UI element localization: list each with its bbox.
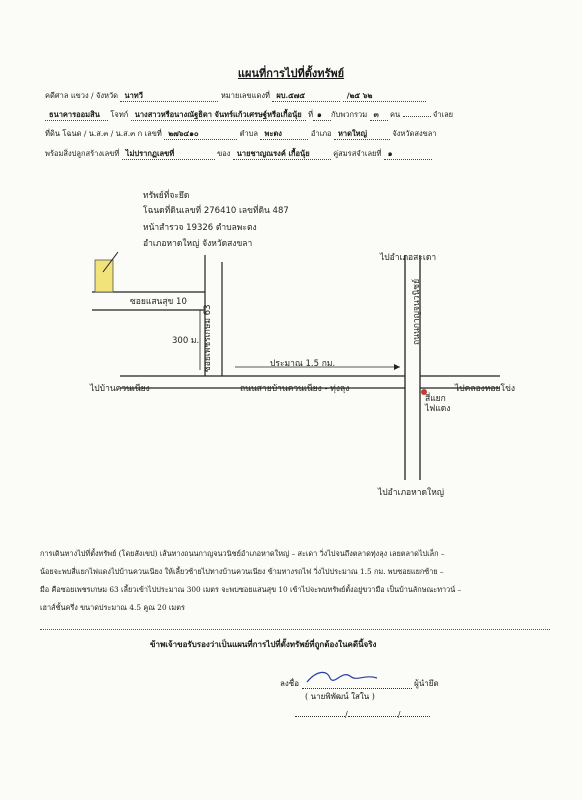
land-label: ที่ดิน โฉนด / น.ส.๓ / น.ส.๓ ก เลขที่ (45, 129, 162, 138)
location-map (0, 170, 582, 500)
map-note-4: อำเภอหาดใหญ่ จังหวัดสงขลา (143, 239, 253, 249)
map-left-destination: ไปบ้านควนเนียง (90, 384, 150, 394)
defendant-value: นางสาวหรือนางณัฐธิดา จันทร์แก้วเศรษฐ์หรือเกื้อนุ้ย (131, 110, 306, 121)
route-line-4: เฮาส์ชั้นครึ่ง ขนาดประมาณ 4.5 คูณ 20 เมตร (40, 603, 185, 612)
map-distance-300: 300 ม. (172, 336, 200, 346)
owner-label: ของ (217, 149, 231, 158)
court-label: คดีศาล แขวง / จังหวัด (45, 91, 119, 100)
map-main-road-label: ถนนสายบ้านควนเนียง - ทุ่งลุง (240, 384, 350, 394)
header-line-3 (45, 129, 437, 140)
district-label: อำเภอ (310, 129, 332, 138)
spouse-label: คู่สมรสจำเลยที่ (333, 149, 382, 158)
defendant-group: กับพวกรวม (331, 110, 368, 119)
header-line-4 (45, 149, 432, 160)
map-soi-63-label: ซอยเพชรเกษม 63 (203, 304, 213, 372)
building-label: พร้อมสิ่งปลูกสร้างเลขที่ (45, 149, 120, 158)
signature-line (280, 668, 439, 690)
case-value: ผบ.๕๗๕ (272, 91, 340, 102)
subdistrict-value: พะตง (260, 129, 308, 140)
building-value: ไม่ปรากฏเลขที่ (122, 149, 215, 160)
page-title: แผนที่การไปที่ตั้งทรัพย์ (237, 67, 345, 80)
spouse-no: ๑ (384, 149, 432, 160)
defendant-role: จำเลย (432, 110, 454, 119)
sign-role: ผู้นำยึด (414, 679, 439, 688)
sign-label: ลงชื่อ (280, 679, 300, 688)
map-distance-1-5km: ประมาณ 1.5 กม. (270, 359, 336, 369)
header-line-1 (45, 91, 426, 102)
map-bottom-destination: ไปอำเภอหาดใหญ่ (378, 488, 445, 498)
property-marker (95, 260, 113, 292)
plaintiff-label: โจทก์ (110, 110, 129, 119)
defendant-count: ๓ (370, 110, 388, 121)
map-soi-10-label: ซอยแสนสุข 10 (130, 297, 187, 307)
route-line-2: น้อยจะพบสี่แยกไฟแดงไปบ้านควนเนียง ให้เลี้ยวซ้ายไปทางบ้านควนเนียง ข้ามทางรถไฟ วิ่งไปประมาณ 1.5 กม. พบซอยแยกซ้าย – (40, 567, 444, 576)
route-line-1: การเดินทางไปที่ตั้งทรัพย์ (โดยสังเขป) เส้นทางถนนกาญจนวนิชย์อำเภอหาดใหญ่ – สะเดา วิ่งไปจนถึงตลาดทุ่งลุง เลยตลาดไปเล็ก – (40, 549, 445, 558)
date-line: / / (295, 710, 430, 719)
defendant-no: ๑ (313, 110, 331, 121)
route-line-3: มือ คือซอยเพชรเกษม 63 เลี้ยวเข้าไปประมาณ 300 เมตร จะพบซอยแสนสุข 10 เข้าไปจะพบทรัพย์ตั้งอยู่ขวามือ เป็นบ้านลักษณะทาวน์ – (40, 585, 462, 594)
signature-field (302, 668, 412, 689)
plaintiff-value: ธนาคารออมสิน (45, 110, 108, 121)
map-highway-label: ถนนกาญจนวนิชย์ (412, 278, 422, 345)
map-traffic-light-label: สี่แยกไฟแดง (425, 394, 451, 414)
map-note-1: ทรัพย์ที่จะยึด (143, 191, 190, 201)
case-year: /๒๕ ๖๒ (343, 91, 426, 102)
map-top-destination: ไปอำเภอสะเดา (380, 253, 437, 263)
province-label: จังหวัดสงขลา (392, 129, 437, 138)
map-right-destination: ไปคลองหอยโข่ง (455, 384, 516, 394)
court-value: นาทวี (120, 91, 218, 102)
certification-text: ข้าพเจ้าขอรับรองว่าเป็นแผนที่การไปที่ตั้งทรัพย์ที่ถูกต้องในคดีนี้จริง (150, 639, 377, 649)
defendant-label: ที่ (308, 110, 314, 119)
owner-value: นายชาญณรงค์ เกื้อนุ้ย (233, 149, 331, 160)
route-blank-line (40, 628, 550, 630)
subdistrict-label: ตำบล (239, 129, 259, 138)
case-label: หมายเลขแดงที่ (220, 91, 270, 100)
header-line-2 (45, 110, 453, 121)
map-note-2: โฉนดที่ดินเลขที่ 276410 เลขที่ดิน 487 (143, 206, 289, 216)
land-no: ๒๗๖๔๑๐ (164, 129, 237, 140)
district-value: หาดใหญ่ (334, 129, 390, 140)
map-note-3: หน้าสำรวจ 19326 ตำบลพะตง (143, 223, 257, 233)
handwritten-signature (302, 668, 382, 686)
signer-name: ( นายพิพัฒน์ ใสใน ) (305, 692, 375, 701)
defendant-unit: คน (389, 110, 401, 119)
